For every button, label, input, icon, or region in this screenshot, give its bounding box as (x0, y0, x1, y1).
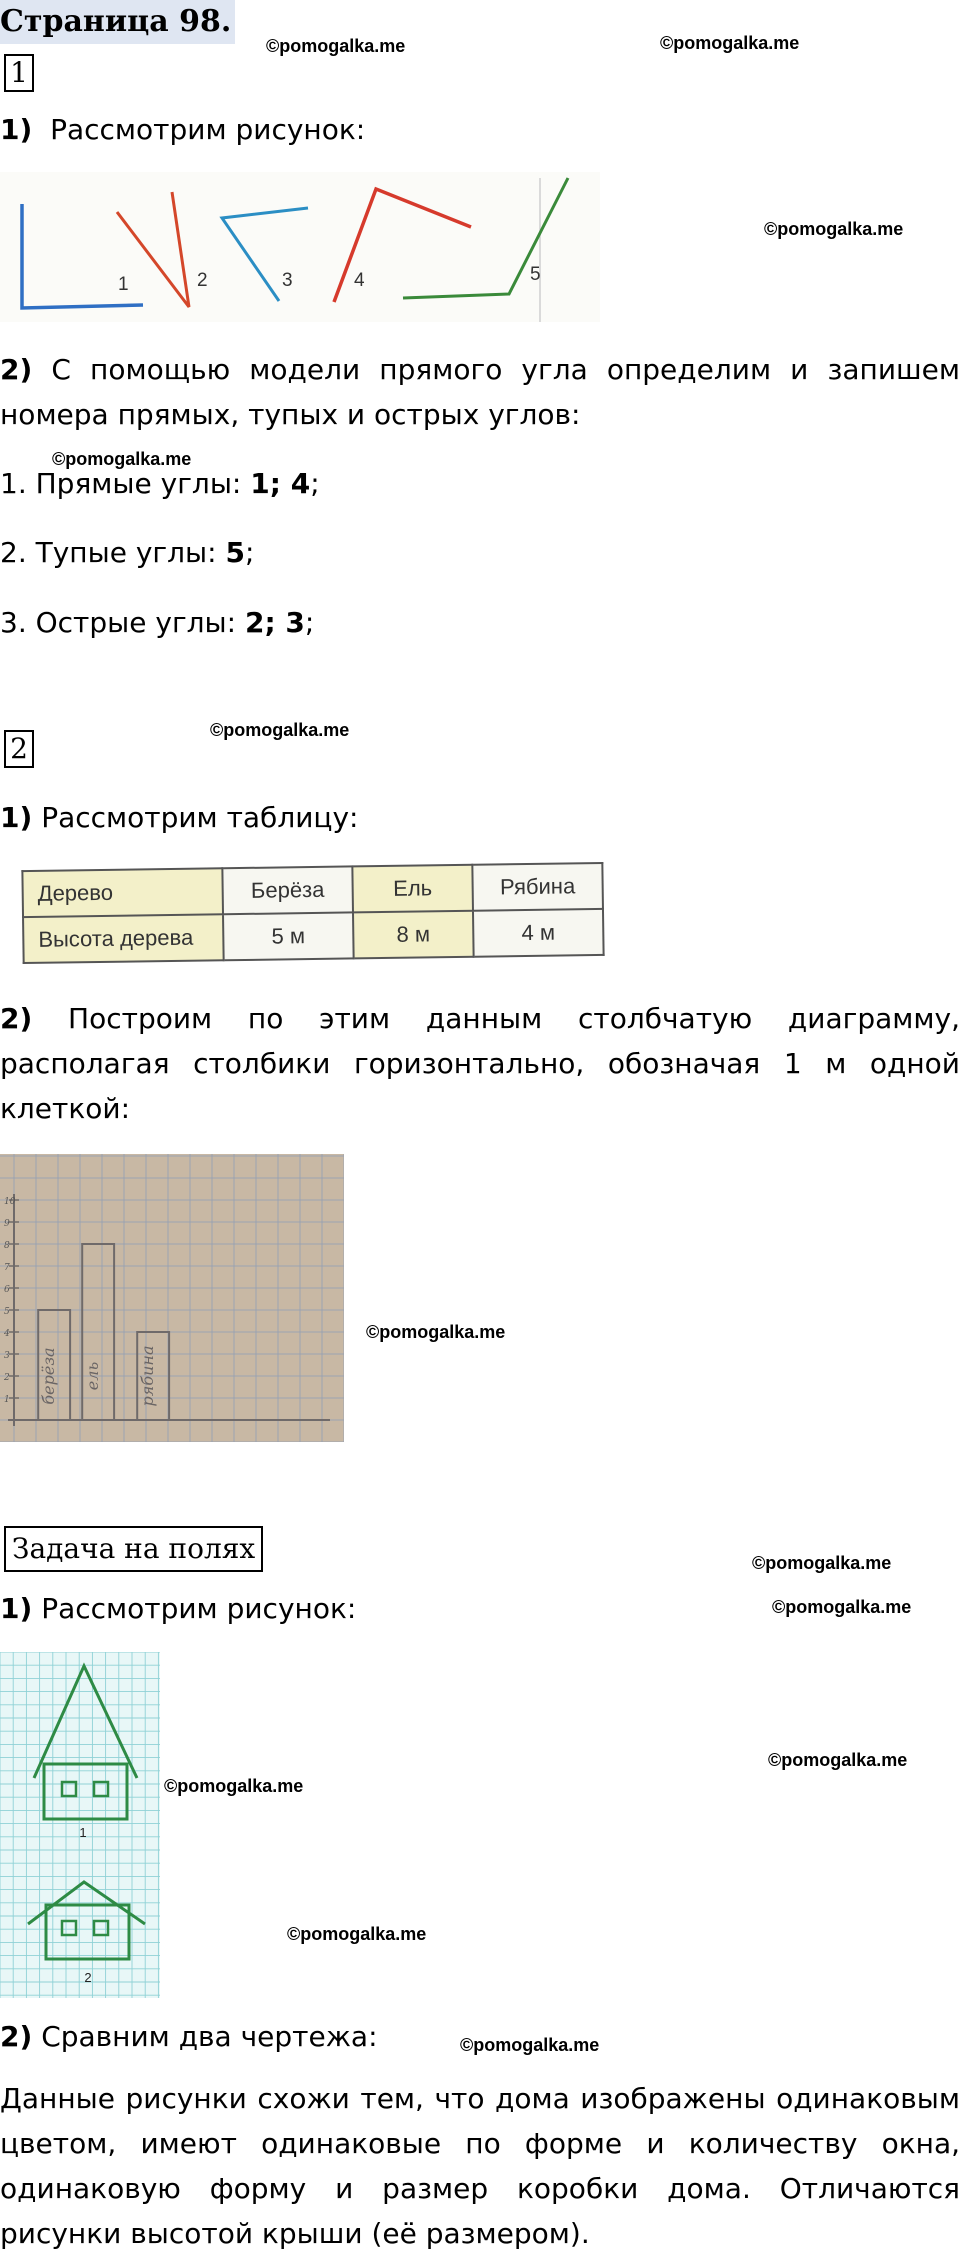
watermark: ©pomogalka.me (764, 219, 904, 239)
watermark: ©pomogalka.me (752, 1553, 892, 1573)
task1-step1 (0, 113, 365, 146)
table-cell: 5 м (223, 912, 354, 960)
table-row (22, 863, 603, 917)
watermark: ©pomogalka.me (164, 1776, 304, 1796)
watermark: ©pomogalka.me (52, 449, 192, 469)
watermark: ©pomogalka.me (266, 36, 406, 56)
step-text: Рассмотрим рисунок: (41, 1592, 357, 1625)
angle-label: 1 (118, 274, 129, 295)
acute-angles-answer (0, 606, 314, 639)
task2-step2 (0, 996, 960, 1131)
houses-figure (0, 1652, 160, 1998)
answer-values: 2; 3 (245, 606, 305, 639)
task-number-box: 2 (4, 730, 34, 768)
margin-task-title: Задача на полях (4, 1526, 263, 1572)
step-number: 2) (0, 2020, 33, 2053)
tree-height-table (21, 862, 604, 964)
answer-end: ; (244, 536, 255, 569)
watermark: ©pomogalka.me (768, 1750, 908, 1770)
angle-label: 5 (530, 264, 541, 285)
answer-prefix: 2. Тупые углы: (0, 536, 226, 569)
table-cell: Высота дерева (23, 914, 224, 963)
step-number: 1) (0, 113, 33, 146)
answer-end: ; (310, 467, 320, 500)
table-row (23, 909, 604, 963)
margin-step2 (0, 2020, 378, 2053)
y-tick-label: 9 (4, 1219, 10, 1229)
answer-prefix: 1. Прямые углы: (0, 467, 251, 500)
task1-step2 (0, 347, 960, 437)
bar-label: берёза (39, 1347, 59, 1405)
step-text: Рассмотрим таблицу: (41, 801, 359, 834)
y-tick-label: 4 (4, 1329, 10, 1339)
table-cell: Рябина (472, 863, 603, 911)
right-angles-answer (0, 467, 320, 500)
task2-step1 (0, 801, 358, 834)
step-number: 1) (0, 1592, 33, 1625)
step-text: Сравним два чертежа: (41, 2020, 378, 2053)
watermark: ©pomogalka.me (772, 1597, 912, 1617)
house-label: 2 (84, 1970, 92, 1985)
watermark: ©pomogalka.me (460, 2035, 600, 2055)
task-number-box: 1 (4, 54, 34, 92)
y-tick-label: 8 (4, 1241, 10, 1251)
y-tick-label: 7 (4, 1263, 10, 1273)
y-tick-label: 1 (4, 1395, 10, 1405)
y-tick-label: 5 (4, 1307, 10, 1317)
page-title: Страница 98. (0, 0, 235, 44)
y-tick-label: 6 (4, 1285, 10, 1295)
answer-values: 5 (225, 536, 245, 569)
step-number: 2) (0, 353, 33, 386)
table-cell: 4 м (473, 909, 604, 957)
bar-label: ель (83, 1361, 103, 1391)
angle-label: 3 (282, 270, 293, 291)
y-tick-label: 3 (4, 1351, 10, 1361)
table-cell: Дерево (22, 868, 223, 917)
answer-end: ; (304, 606, 315, 639)
bar-chart (0, 1154, 344, 1442)
step-text: Построим по этим данным столбчатую диаграмму, располагая столбики горизонтально, обозначая 1 м одной клеткой: (0, 1002, 960, 1125)
margin-step1 (0, 1592, 356, 1625)
watermark: ©pomogalka.me (287, 1924, 427, 1944)
bar-label: рябина (138, 1345, 158, 1407)
answer-prefix: 3. Острые углы: (0, 606, 245, 639)
step-number: 2) (0, 1002, 33, 1035)
house-label: 1 (79, 1825, 87, 1840)
step-text: Рассмотрим рисунок: (50, 113, 366, 146)
angle-label: 2 (197, 270, 208, 291)
y-tick-label: 10 (4, 1197, 16, 1207)
obtuse-angles-answer (0, 536, 254, 569)
watermark: ©pomogalka.me (210, 720, 350, 740)
angle-label: 4 (354, 270, 365, 291)
answer-values: 1; 4 (250, 467, 311, 500)
table-cell: Берёза (222, 866, 353, 914)
y-tick-label: 2 (4, 1373, 10, 1383)
angles-figure (0, 172, 600, 322)
table-cell: 8 м (353, 911, 474, 959)
table-cell: Ель (352, 865, 473, 913)
step-text: С помощью модели прямого угла определим и запишем номера прямых, тупых и острых углов: (0, 353, 960, 431)
watermark: ©pomogalka.me (660, 33, 800, 53)
conclusion-text: Данные рисунки схожи тем, что дома изображены одинаковым цветом, имеют одинаковые по форме и количеству окна, одинаковую форму и размер коробки дома. Отличаются рисунки высотой крыши (её размером). (0, 2082, 960, 2250)
watermark: ©pomogalka.me (366, 1322, 506, 1342)
step-number: 1) (0, 801, 33, 834)
